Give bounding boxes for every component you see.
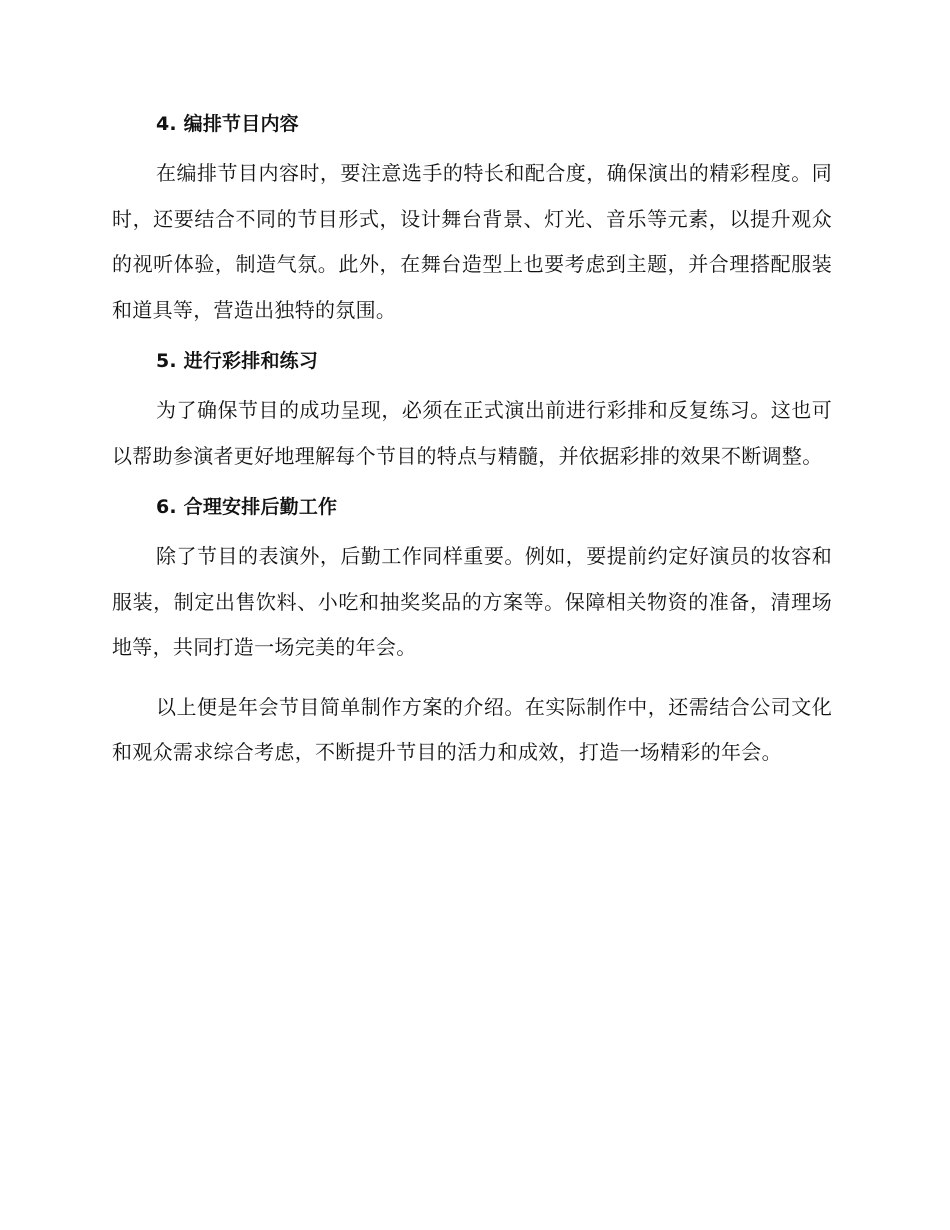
conclusion-paragraph: 以上便是年会节目简单制作方案的介绍。在实际制作中，还需结合公司文化和观众需求综合考虑，不断提升节目的活力和成效，打造一场精彩的年会。 bbox=[112, 694, 832, 764]
section-paragraph-5: 为了确保节目的成功呈现，必须在正式演出前进行彩排和反复练习。这也可以帮助参演者更好地理解每个节目的特点与精髓，并依据彩排的效果不断调整。 bbox=[112, 398, 832, 468]
section-heading-5: 5. 进行彩排和练习 bbox=[156, 350, 319, 372]
section-paragraph-6: 除了节目的表演外，后勤工作同样重要。例如，要提前约定好演员的妆容和服装，制定出售饮料、小吃和抽奖奖品的方案等。保障相关物资的准备，清理场地等，共同打造一场完美的年会。 bbox=[112, 544, 832, 659]
document-page bbox=[112, 110, 832, 776]
section-heading-4: 4. 编排节目内容 bbox=[156, 113, 299, 135]
section-paragraph-4: 在编排节目内容时，要注意选手的特长和配合度，确保演出的精彩程度。同时，还要结合不同的节目形式，设计舞台背景、灯光、音乐等元素，以提升观众的视听体验，制造气氛。此外，在舞台造型上也要考虑到主题，并合理搭配服装和道具等，营造出独特的氛围。 bbox=[112, 161, 832, 322]
section-heading-6: 6. 合理安排后勤工作 bbox=[156, 496, 338, 518]
